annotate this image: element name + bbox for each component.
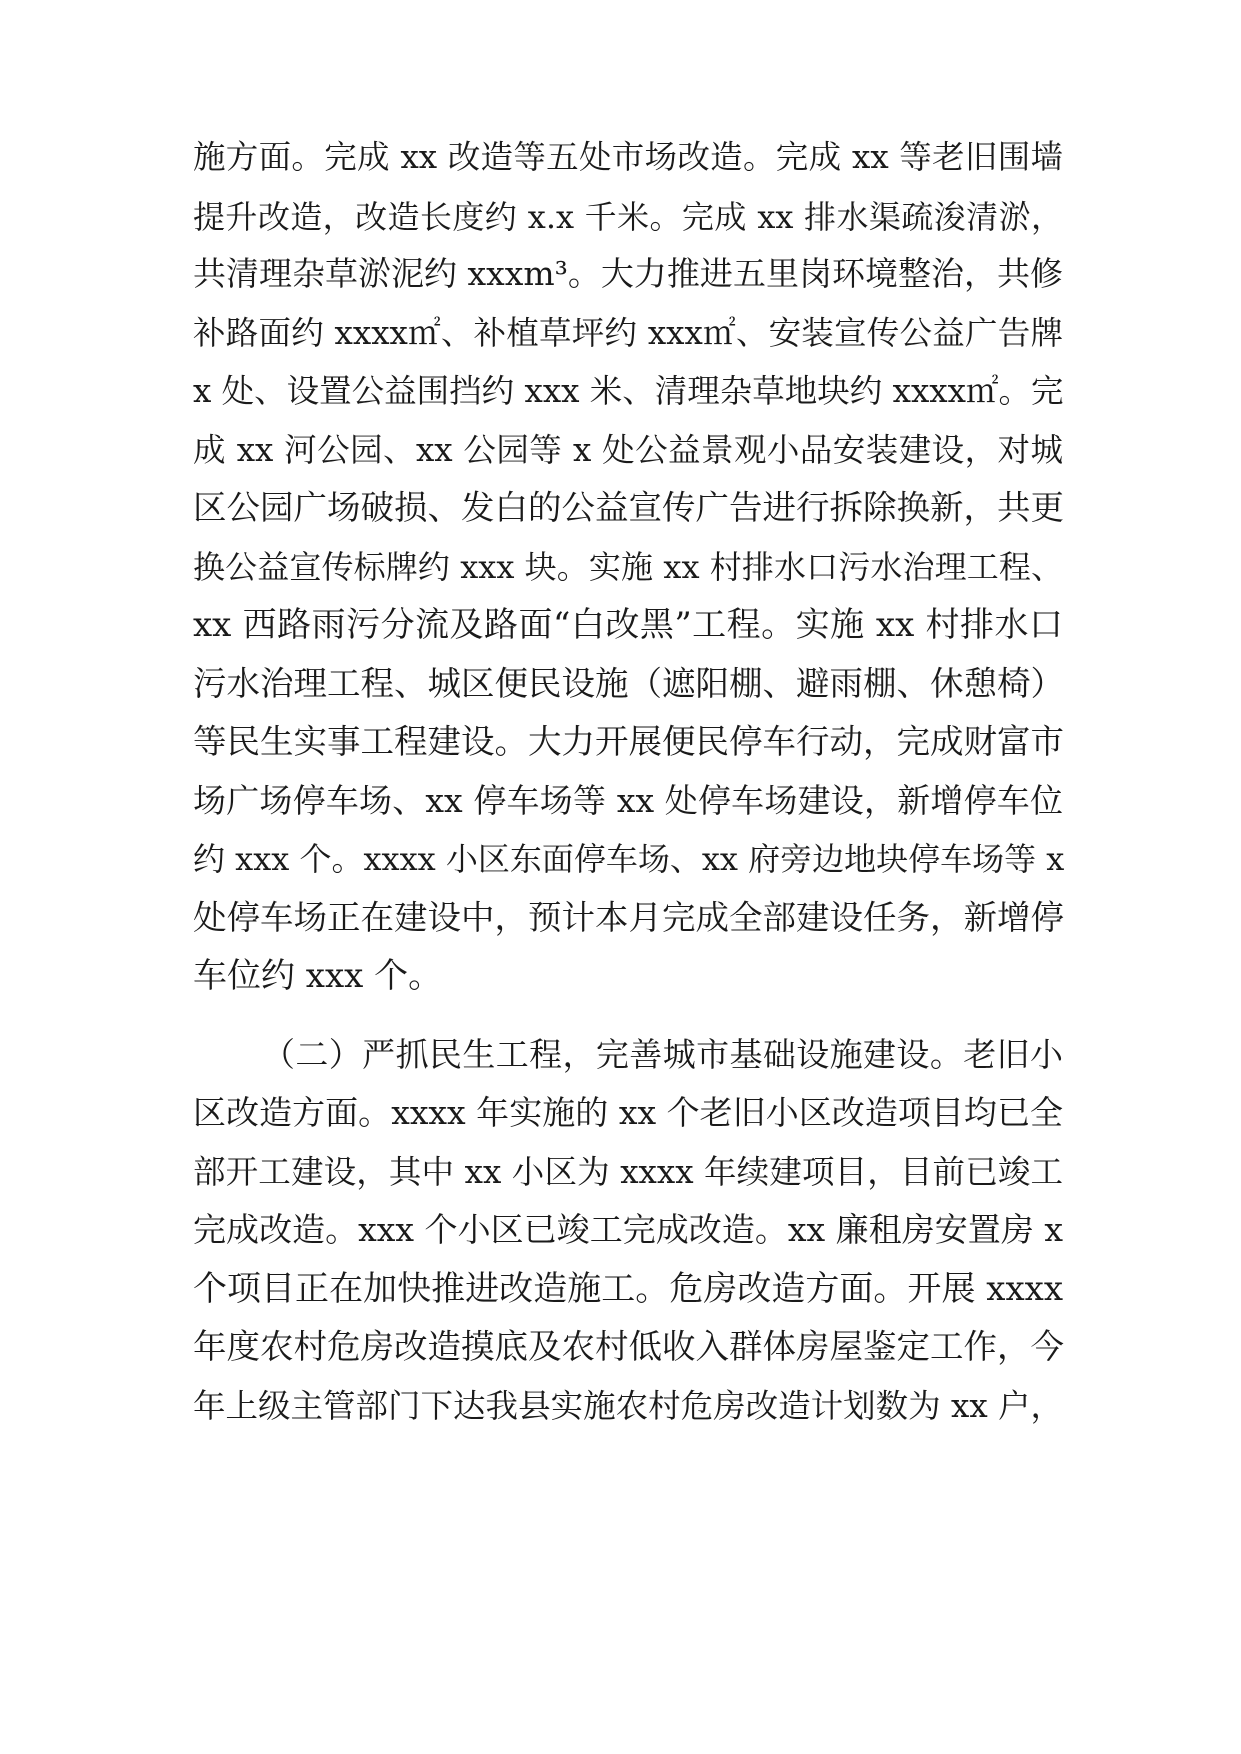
- paragraph-1-line-12: 场广场停车场、xx 停车场等 xx 处停车场建设，新增停车位: [193, 781, 1063, 820]
- paragraph-1-line-6: 成 xx 河公园、xx 公园等 x 处公益景观小品安装建设，对城: [193, 431, 1063, 469]
- paragraph-2-line-6: 年度农村危房改造摸底及农村低收入群体房屋鉴定工作，今: [193, 1327, 1064, 1366]
- paragraph-1-line-9: xx 西路雨污分流及路面“白改黑”工程。实施 xx 村排水口: [193, 605, 1063, 645]
- paragraph-1-line-14: 处停车场正在建设中，预计本月完成全部建设任务，新增停: [193, 898, 1064, 937]
- paragraph-2-line-2: 区改造方面。xxxx 年实施的 xx 个老旧小区改造项目均已全: [193, 1093, 1063, 1132]
- paragraph-1-line-1: 施方面。完成 xx 改造等五处市场改造。完成 xx 等老旧围墙: [193, 138, 1063, 176]
- paragraph-1-line-2: 提升改造，改造长度约 x.x 千米。完成 xx 排水渠疏浚清淤，: [193, 198, 1063, 236]
- paragraph-1-line-5: x 处、设置公益围挡约 xxx 米、清理杂草地块约 xxxx㎡。完: [193, 372, 1064, 410]
- paragraph-1-line-15: 车位约 xxx 个。: [193, 956, 443, 996]
- paragraph-1-line-4: 补路面约 xxxx㎡、补植草坪约 xxx㎡、安装宣传公益广告牌: [193, 314, 1063, 352]
- paragraph-2-line-1: （二）严抓民生工程，完善城市基础设施建设。老旧小: [262, 1035, 1063, 1074]
- paragraph-2-line-7: 年上级主管部门下达我县实施农村危房改造计划数为 xx 户，: [193, 1387, 1063, 1425]
- paragraph-1-line-11: 等民生实事工程建设。大力开展便民停车行动，完成财富市: [193, 722, 1064, 761]
- paragraph-1-line-7: 区公园广场破损、发白的公益宣传广告进行拆除换新，共更: [193, 488, 1064, 527]
- paragraph-2-line-3: 部开工建设，其中 xx 小区为 xxxx 年续建项目，目前已竣工: [193, 1153, 1063, 1191]
- paragraph-1-line-8: 换公益宣传标牌约 xxx 块。实施 xx 村排水口污水治理工程、: [193, 548, 1063, 586]
- paragraph-2-line-4: 完成改造。xxx 个小区已竣工完成改造。xx 廉租房安置房 x: [193, 1210, 1063, 1249]
- paragraph-1-line-10: 污水治理工程、城区便民设施（遮阳棚、避雨棚、休憩椅）: [193, 664, 1064, 703]
- paragraph-1-line-13: 约 xxx 个。xxxx 小区东面停车场、xx 府旁边地块停车场等 x: [193, 840, 1065, 878]
- paragraph-1-line-3: 共清理杂草淤泥约 xxxm³。大力推进五里岗环境整治，共修: [193, 254, 1063, 293]
- paragraph-2-line-5: 个项目正在加快推进改造施工。危房改造方面。开展 xxxx: [193, 1269, 1063, 1309]
